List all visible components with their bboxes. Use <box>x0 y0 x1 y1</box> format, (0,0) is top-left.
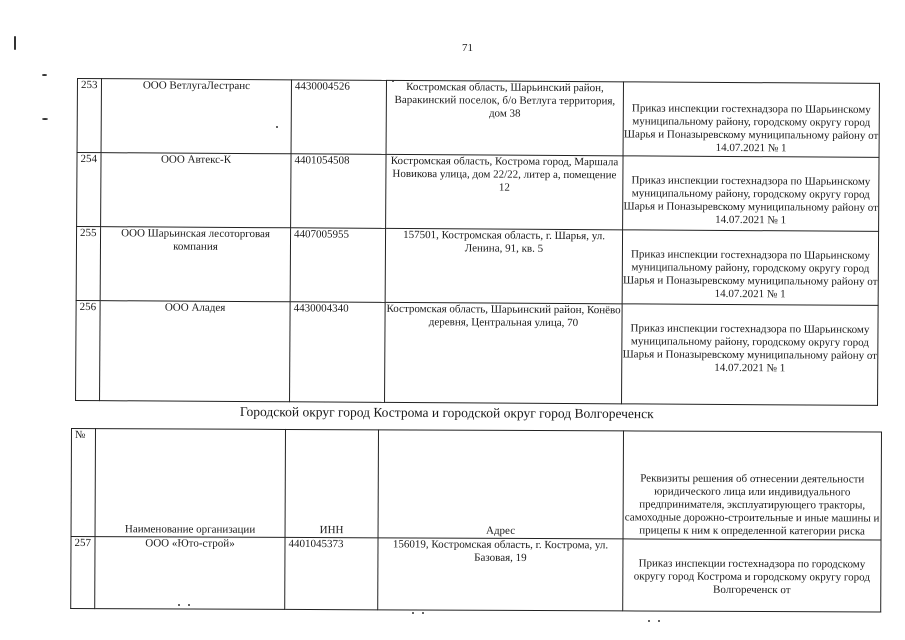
table-row <box>77 153 879 232</box>
address-value: 156019, Костромская область, г. Кострома, ул. Базовая, 19 <box>378 538 623 611</box>
organization-name: ООО «Юто-строй» <box>95 537 285 610</box>
inn-value: 4401045373 <box>285 537 378 609</box>
address-value: Костромская область, Шарьинский район, Конёво деревня, Центральная улица, 70 <box>385 302 623 403</box>
organization-name: ООО Автекс-К <box>101 153 291 228</box>
header-organization-name: Наименование организации <box>95 429 285 538</box>
inn-value: 4401054508 <box>291 154 386 229</box>
row-number: 254 <box>77 153 101 227</box>
table-row <box>76 227 878 306</box>
decree-value: Приказ инспекции гостехнадзора по Шарьинскому муниципальному району, городскому округу город Шарья и Поназыревскому муниципальному району от 14.07.2021 № 1 <box>622 230 878 306</box>
address-value: Костромская область, Шарьинский район, Варакинский поселок, б/о Ветлуга территория, дом 38 <box>386 80 623 155</box>
scan-speck <box>392 80 394 82</box>
scan-speck <box>42 118 48 120</box>
inn-value: 4430004340 <box>290 302 386 403</box>
address-value: 157501, Костромская область, г. Шарья, ул. Ленина, 91, кв. 5 <box>385 228 622 303</box>
inn-value: 4407005955 <box>290 228 385 303</box>
organization-name: ООО Аладея <box>100 301 291 402</box>
row-number: 257 <box>71 537 95 609</box>
organizations-table-sharya <box>75 78 880 406</box>
table-header-row <box>71 429 881 541</box>
section-heading: Городской округ город Кострома и городской округ город Волгореченск <box>239 404 654 422</box>
scan-speck <box>188 604 190 606</box>
inn-value: 4430004526 <box>291 80 386 155</box>
decree-value: Приказ инспекции гостехнадзора по Шарьинскому муниципальному району, городскому округу город Шарья и Поназыревскому муниципальному району от 14.07.2021 № 1 <box>623 156 879 232</box>
row-number: 255 <box>76 227 100 301</box>
scan-speck <box>178 604 180 606</box>
organization-name: ООО Шарьинская лесоторговая компания <box>100 227 290 302</box>
decree-value: Приказ инспекции гостехнадзора по Шарьинскому муниципальному району, городскому округу город Шарья и Поназыревскому муниципальному району от 14.07.2021 № 1 <box>622 304 879 406</box>
organization-name: ООО ВетлугаЛестранс <box>101 79 291 154</box>
scan-speck <box>276 126 278 128</box>
table-row <box>77 79 879 158</box>
scan-speck <box>412 612 414 614</box>
header-requisites: Реквизиты решения об отнесении деятельности юридического лица или индивидуального предпринимателя, эксплуатирующего тракторы, самоходные дорожно-строительные и иные машины и прицепы к ним к определенной категории риска <box>623 431 881 540</box>
row-number: 256 <box>76 300 101 400</box>
scan-speck <box>42 74 47 76</box>
organizations-table-kostroma <box>70 428 882 613</box>
decree-value: Приказ инспекции гостехнадзора по городскому округу город Кострома и городскому округу город Волгореченск от <box>623 539 881 612</box>
address-value: Костромская область, Кострома город, Маршала Новикова улица, дом 22/22, литер а, помещение 12 <box>386 154 623 229</box>
row-number: 253 <box>77 79 101 153</box>
table-row <box>76 300 879 405</box>
header-number: № <box>71 429 95 537</box>
scan-speck <box>422 612 424 614</box>
decree-value: Приказ инспекции гостехнадзора по Шарьинскому муниципальному району, городскому округу город Шарья и Поназыревскому муниципальному району от 14.07.2021 № 1 <box>623 82 879 158</box>
scan-speck <box>14 36 16 50</box>
header-inn: ИНН <box>285 429 378 537</box>
scan-speck <box>658 620 660 622</box>
table-row <box>71 537 881 613</box>
scan-speck <box>648 620 650 622</box>
page-number: 71 <box>462 42 473 54</box>
header-address: Адрес <box>378 430 623 539</box>
